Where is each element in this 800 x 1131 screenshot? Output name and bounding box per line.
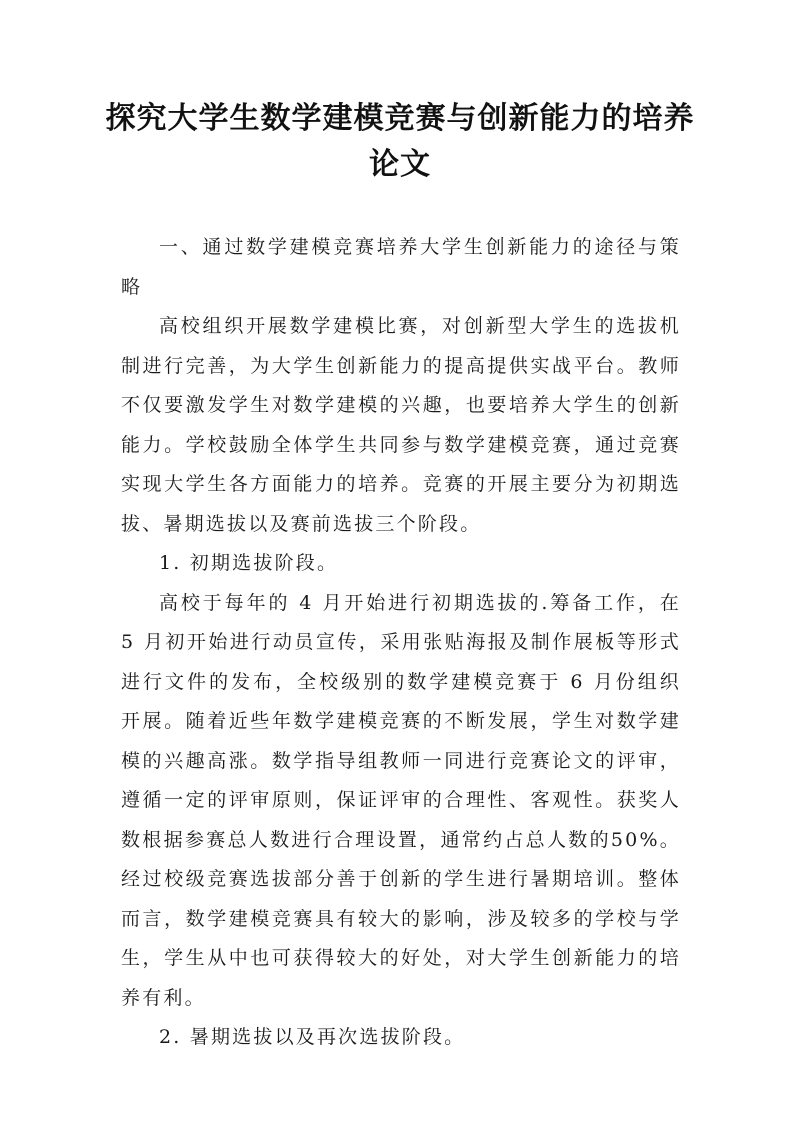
body-paragraph: 高校于每年的 4 月开始进行初期选拔的.筹备工作，在 5 月初开始进行动员宣传，采用张贴海报及制作展板等形式进行文件的发布，全校级别的数学建模竞赛于 6 月份组织开展。随着近些年数学建模竞赛的不断发展，学生对数学建模的兴趣高涨。数学指导组教师一同进行竞赛论文的评审，遵循一定的评审原则，保证评审的合理性、客观性。获奖人数根据参赛总人数进行合理设置，通常约占总人数的50%。经过校级竞赛选拔部分善于创新的学生进行暑期培训。整体而言，数学建模竞赛具有较大的影响，涉及较多的学校与学生，学生从中也可获得较大的好处，对大学生创新能力的培养有利。 [121, 591, 681, 1009]
document-body [121, 228, 681, 1058]
body-paragraph: 高校组织开展数学建模比赛，对创新型大学生的选拔机制进行完善，为大学生创新能力的提高提供实战平台。教师不仅要激发学生对数学建模的兴趣，也要培养大学生的创新能力。学校鼓励全体学生共同参与数学建模竞赛，通过竞赛实现大学生各方面能力的培养。竞赛的开展主要分为初期选拔、暑期选拔以及赛前选拔三个阶段。 [121, 315, 681, 535]
document-title: 探究大学生数学建模竞赛与创新能力的培养论文 [105, 101, 695, 182]
subsection-heading: 1. 初期选拔阶段。 [159, 552, 339, 574]
subsection-heading: 2. 暑期选拔以及再次选拔阶段。 [159, 1026, 466, 1048]
section-heading: 一、通过数学建模竞赛培养大学生创新能力的途径与策略 [121, 236, 681, 298]
